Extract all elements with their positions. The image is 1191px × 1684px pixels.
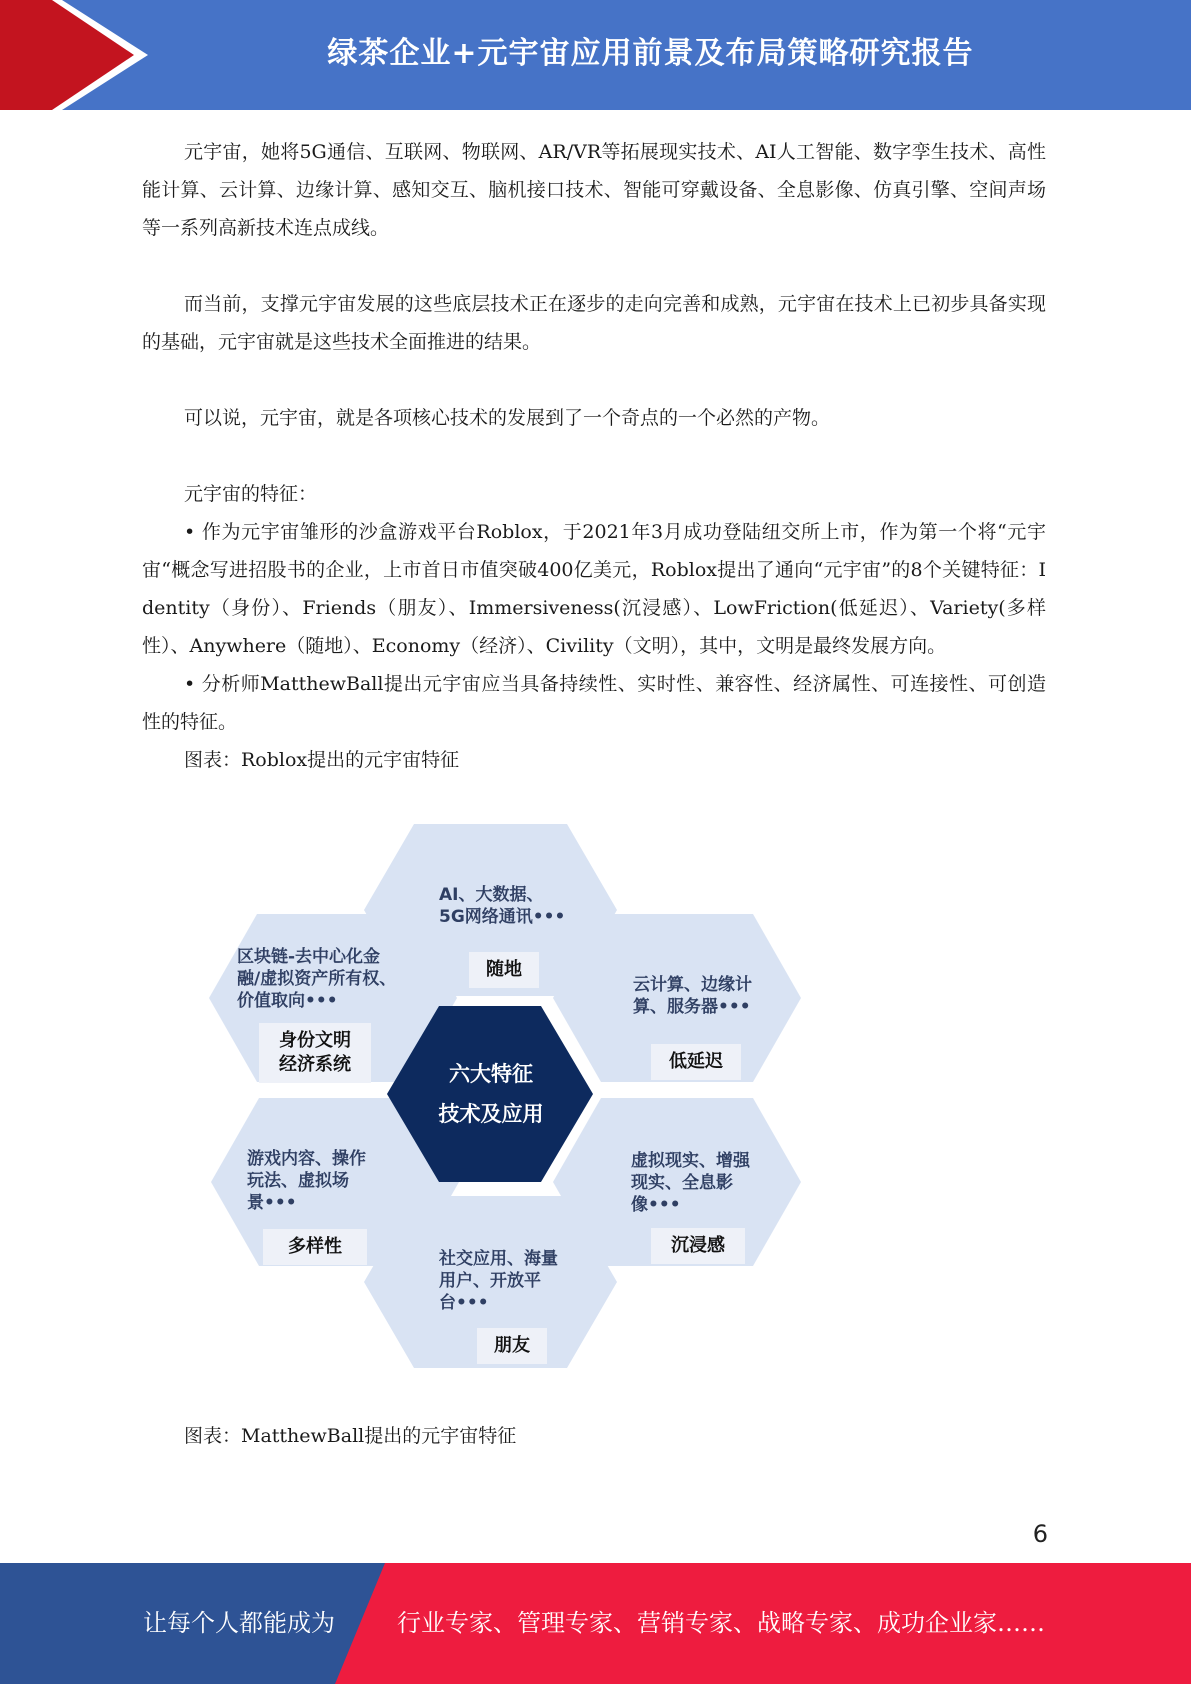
hex-upper-right-label: 低延迟 bbox=[651, 1044, 741, 1080]
paragraph-singularity: 可以说，元宇宙，就是各项核心技术的发展到了一个奇点的一个必然的产物。 bbox=[184, 407, 831, 429]
paragraph-tech: 元宇宙，她将5G通信、互联网、物联网、AR/VR等拓展现实技术、AI人工智能、数字孪生技术、高性能计算、云计算、边缘计算、感知交互、脑机接口技术、智能可穿戴设备、全息影像、仿真引擎、空间声场等一系列高新技术连点成线。 bbox=[142, 141, 1046, 239]
paragraph-features-heading: 元宇宙的特征： bbox=[184, 483, 318, 505]
hex-top-label: 随地 bbox=[469, 952, 539, 988]
hex-bottom-desc: 社交应用、海量 用户、开放平 台••• bbox=[439, 1249, 558, 1313]
report-title: 绿茶企业+元宇宙应用前景及布局策略研究报告 bbox=[327, 36, 974, 71]
center-title-line2: 技术及应用 bbox=[438, 1102, 544, 1126]
hex-bottom-label: 朋友 bbox=[477, 1328, 547, 1364]
hex-lower-left-desc: 游戏内容、操作 玩法、虚拟场 景••• bbox=[247, 1149, 366, 1213]
paragraph-roblox: • 作为元宇宙雏形的沙盒游戏平台Roblox，于2021年3月成功登陆纽交所上市，作为第一个将“元宇宙“概念写进招股书的企业，上市首日市值突破400亿美元，Roblox提出了通向“元宇宙”的8个关键特征：Identity（身份）、Friends（朋友）、Immersiveness(沉浸感）、LowFriction(低延迟）、Variety(多样性）、Anywhere（随地）、Economy（经济）、Civility（文明），其中，文明是最终发展方向。 bbox=[142, 521, 1046, 657]
document-body bbox=[142, 133, 1046, 779]
six-features-diagram bbox=[195, 818, 825, 1373]
figure-caption-roblox: 图表：Roblox提出的元宇宙特征 bbox=[184, 749, 460, 771]
page-footer bbox=[0, 1563, 1191, 1684]
hex-lower-left-label: 多样性 bbox=[263, 1229, 367, 1265]
page-number: 6 bbox=[1032, 1520, 1048, 1548]
hex-upper-right-desc: 云计算、边缘计 算、服务器••• bbox=[633, 975, 752, 1017]
hex-upper-left-label: 身份文明 经济系统 bbox=[259, 1023, 371, 1083]
footer-slogan-right: 行业专家、管理专家、营销专家、战略专家、成功企业家…… bbox=[397, 1609, 1045, 1637]
paragraph-foundation: 而当前，支撑元宇宙发展的这些底层技术正在逐步的走向完善和成熟，元宇宙在技术上已初步具备实现的基础，元宇宙就是这些技术全面推进的结果。 bbox=[142, 293, 1046, 353]
hex-top-desc: AI、大数据、 5G网络通讯••• bbox=[439, 885, 566, 927]
hex-lower-right-desc: 虚拟现实、增强 现实、全息影 像••• bbox=[631, 1151, 750, 1215]
center-title-line1: 六大特征 bbox=[449, 1062, 533, 1086]
figure-caption-matthewball: 图表：MatthewBall提出的元宇宙特征 bbox=[184, 1425, 517, 1447]
footer-slogan-left: 让每个人都能成为 bbox=[143, 1609, 335, 1637]
paragraph-matthewball: • 分析师MatthewBall提出元宇宙应当具备持续性、实时性、兼容性、经济属性、可连接性、可创造性的特征。 bbox=[142, 673, 1046, 733]
page-header bbox=[0, 0, 1191, 110]
hex-lower-right-label: 沉浸感 bbox=[651, 1228, 745, 1264]
hex-upper-left-desc: 区块链-去中心化金 融/虚拟资产所有权、 价值取向••• bbox=[237, 947, 397, 1011]
header-arrow-decoration bbox=[0, 0, 170, 110]
